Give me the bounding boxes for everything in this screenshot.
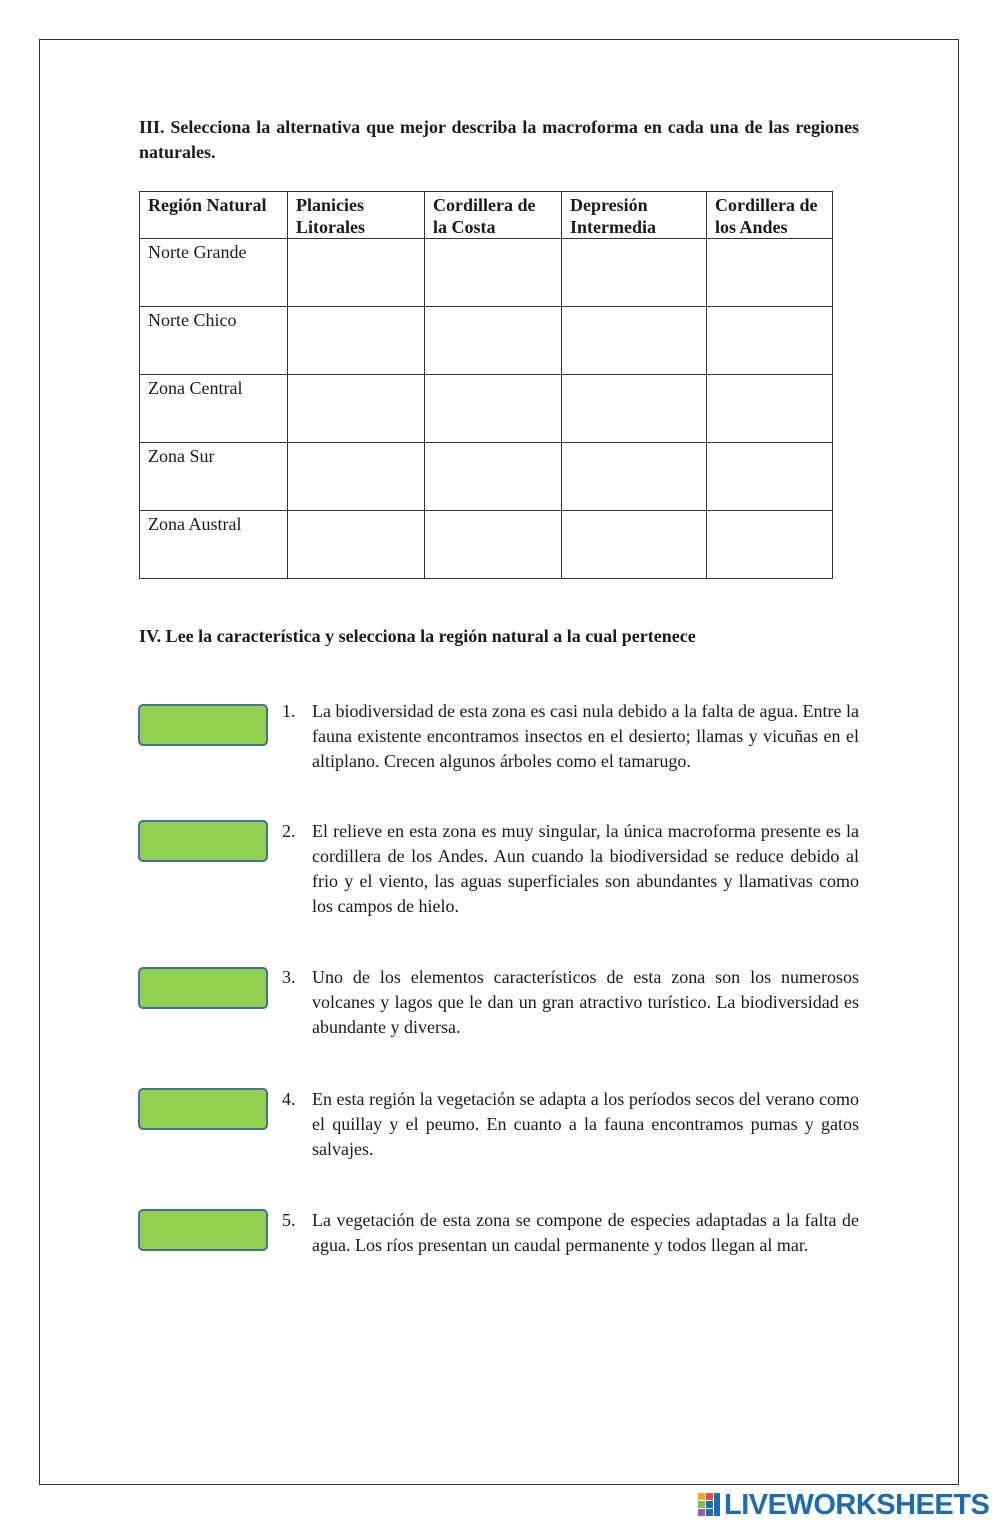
list-item bbox=[282, 1208, 859, 1258]
list-item bbox=[282, 819, 859, 919]
answer-cell[interactable] bbox=[707, 375, 833, 443]
answer-cell[interactable] bbox=[562, 443, 707, 511]
answer-cell[interactable] bbox=[707, 239, 833, 307]
answer-dropdown-1[interactable] bbox=[138, 704, 268, 746]
answer-cell[interactable] bbox=[707, 307, 833, 375]
liveworksheets-logo-icon bbox=[698, 1491, 722, 1519]
answer-dropdown-3[interactable] bbox=[138, 967, 268, 1009]
item-number: 2. bbox=[282, 821, 296, 841]
answer-dropdown-4[interactable] bbox=[138, 1088, 268, 1130]
header-cordillera-andes: Cordillera de los Andes bbox=[707, 192, 833, 239]
answer-cell[interactable] bbox=[425, 443, 562, 511]
item-number: 3. bbox=[282, 967, 296, 987]
answer-cell[interactable] bbox=[562, 511, 707, 579]
section-4-title: IV. Lee la característica y selecciona la región natural a la cual pertenece bbox=[139, 626, 696, 646]
item-text: En esta región la vegetación se adapta a los períodos secos del verano como el quillay y el peumo. En cuanto a la fauna encontramos pumas y gatos salvajes. bbox=[312, 1089, 859, 1159]
answer-cell[interactable] bbox=[562, 239, 707, 307]
list-item bbox=[282, 1087, 859, 1162]
answer-cell[interactable] bbox=[425, 511, 562, 579]
brand-logo[interactable] bbox=[698, 1488, 989, 1522]
section-3-title: III. Selecciona la alternativa que mejor describa la macroforma en cada una de las regiones naturales. bbox=[139, 117, 859, 162]
region-cell: Zona Austral bbox=[140, 511, 288, 579]
table-row bbox=[140, 511, 833, 579]
region-cell: Zona Central bbox=[140, 375, 288, 443]
answer-cell[interactable] bbox=[288, 239, 425, 307]
region-cell: Norte Chico bbox=[140, 307, 288, 375]
item-text: Uno de los elementos característicos de esta zona son los numerosos volcanes y lagos que le dan un gran atractivo turístico. La biodiversidad es abundante y diversa. bbox=[312, 967, 859, 1037]
item-number: 5. bbox=[282, 1210, 296, 1230]
answer-cell[interactable] bbox=[425, 239, 562, 307]
list-item bbox=[282, 699, 859, 774]
answer-cell[interactable] bbox=[288, 511, 425, 579]
answer-cell[interactable] bbox=[288, 443, 425, 511]
answer-dropdown-5[interactable] bbox=[138, 1209, 268, 1251]
item-text: La biodiversidad de esta zona es casi nula debido a la falta de agua. Entre la fauna existente encontramos insectos en el desierto; llamas y vicuñas en el altiplano. Crecen algunos árboles como el tamarugo. bbox=[312, 701, 859, 771]
list-item bbox=[282, 965, 859, 1040]
answer-cell[interactable] bbox=[425, 307, 562, 375]
answer-cell[interactable] bbox=[562, 307, 707, 375]
header-region: Región Natural bbox=[140, 192, 288, 239]
table-row bbox=[140, 307, 833, 375]
header-depresion: Depresión Intermedia bbox=[562, 192, 707, 239]
table-header-row bbox=[140, 192, 833, 239]
answer-cell[interactable] bbox=[288, 375, 425, 443]
answer-cell[interactable] bbox=[562, 375, 707, 443]
header-planicies: Planicies Litorales bbox=[288, 192, 425, 239]
table-row bbox=[140, 239, 833, 307]
brand-name: LIVEWORKSHEETS bbox=[724, 1488, 990, 1521]
item-text: La vegetación de esta zona se compone de especies adaptadas a la falta de agua. Los ríos presentan un caudal permanente y todos llegan al mar. bbox=[312, 1210, 859, 1255]
header-cordillera-costa: Cordillera de la Costa bbox=[425, 192, 562, 239]
region-cell: Norte Grande bbox=[140, 239, 288, 307]
item-text: El relieve en esta zona es muy singular, la única macroforma presente es la cordillera de los Andes. Aun cuando la biodiversidad se reduce debido al frio y el viento, las aguas superficiales son abundantes y llamativas como los campos de hielo. bbox=[312, 821, 859, 916]
item-number: 4. bbox=[282, 1089, 296, 1109]
region-cell: Zona Sur bbox=[140, 443, 288, 511]
answer-cell[interactable] bbox=[288, 307, 425, 375]
answer-cell[interactable] bbox=[707, 511, 833, 579]
answer-cell[interactable] bbox=[707, 443, 833, 511]
macroform-table bbox=[139, 191, 833, 579]
answer-cell[interactable] bbox=[425, 375, 562, 443]
table-row bbox=[140, 443, 833, 511]
item-number: 1. bbox=[282, 701, 296, 721]
table-row bbox=[140, 375, 833, 443]
answer-dropdown-2[interactable] bbox=[138, 820, 268, 862]
